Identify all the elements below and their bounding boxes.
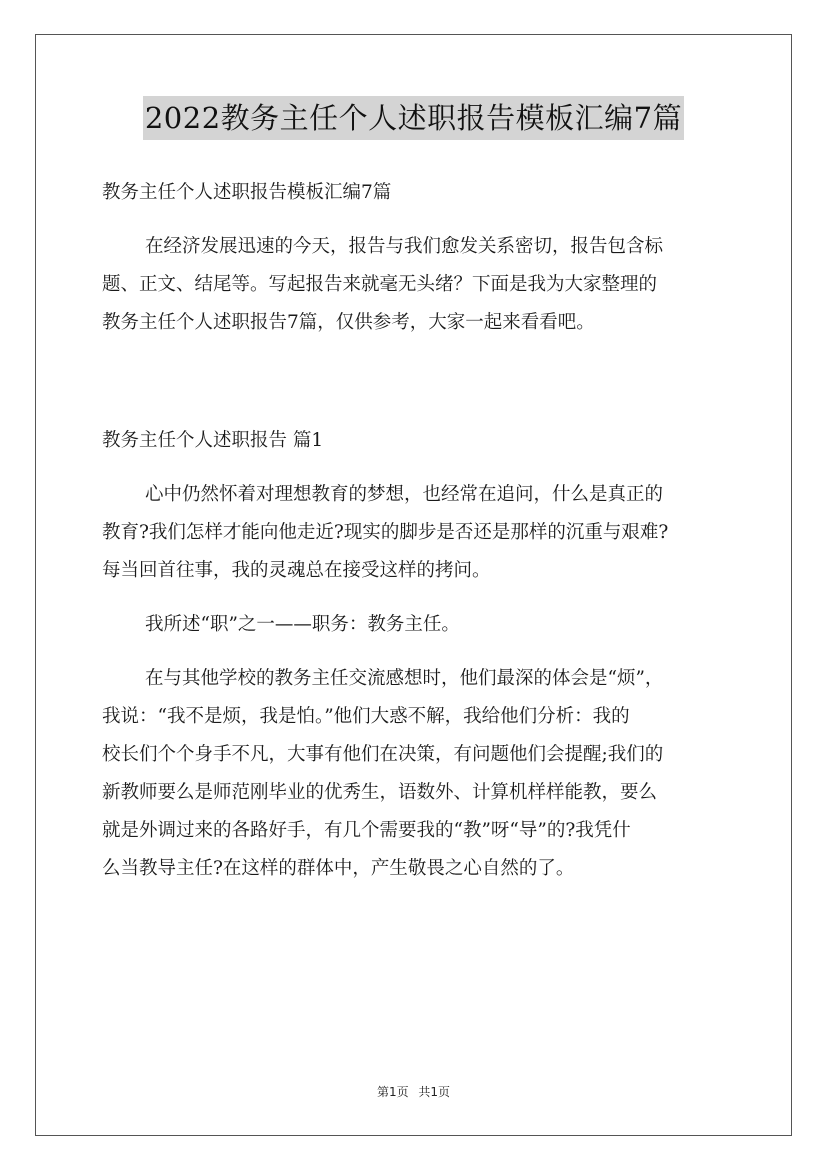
page-number-total: 共1页 [418,1085,451,1099]
body-paragraph-2 [102,606,732,644]
title-container [0,96,827,140]
section-heading: 教务主任个人述职报告 篇1 [102,430,324,451]
section-spacer [102,358,732,422]
paragraph-line: 我说：“我不是烦，我是怕。”他们大惑不解，我给他们分析：我的 [102,706,630,727]
paragraph-line: 题、正文、结尾等。写起报告来就毫无头绪？下面是我为大家整理的 [102,274,658,295]
document-body [102,174,732,904]
page-footer [0,1083,827,1100]
paragraph-line: 我所述“职”之一——职务：教务主任。 [145,614,460,635]
page-number-current: 第1页 [376,1085,409,1099]
paragraph-line: 心中仍然怀着对理想教育的梦想，也经常在追问，什么是真正的 [145,484,664,505]
body-paragraph-3 [102,660,732,888]
paragraph-line: 新教师要么是师范刚毕业的优秀生，语数外、计算机样样能教，要么 [102,782,658,803]
paragraph-line: 么当教导主任?在这样的群体中，产生敬畏之心自然的了。 [102,858,575,879]
paragraph-line: 教育?我们怎样才能向他走近?现实的脚步是否还是那样的沉重与艰难? [102,522,669,543]
paragraph-line: 每当回首往事，我的灵魂总在接受这样的拷问。 [102,560,491,581]
paragraph-line: 校长们个个身手不凡，大事有他们在决策，有问题他们会提醒;我们的 [102,744,664,765]
paragraph-line: 在与其他学校的教务主任交流感想时，他们最深的体会是“烦”， [145,668,664,689]
paragraph-line: 教务主任个人述职报告7篇，仅供参考，大家一起来看看吧。 [102,312,595,333]
paragraph-line: 就是外调过来的各路好手，有几个需要我的“教”呀“导”的?我凭什 [102,820,631,841]
document-title: 2022教务主任个人述职报告模板汇编7篇 [143,96,684,140]
body-paragraph-1 [102,476,732,590]
paragraph-line: 在经济发展迅速的今天，报告与我们愈发关系密切，报告包含标 [145,236,664,257]
document-subtitle: 教务主任个人述职报告模板汇编7篇 [102,182,392,203]
intro-paragraph [102,228,732,342]
